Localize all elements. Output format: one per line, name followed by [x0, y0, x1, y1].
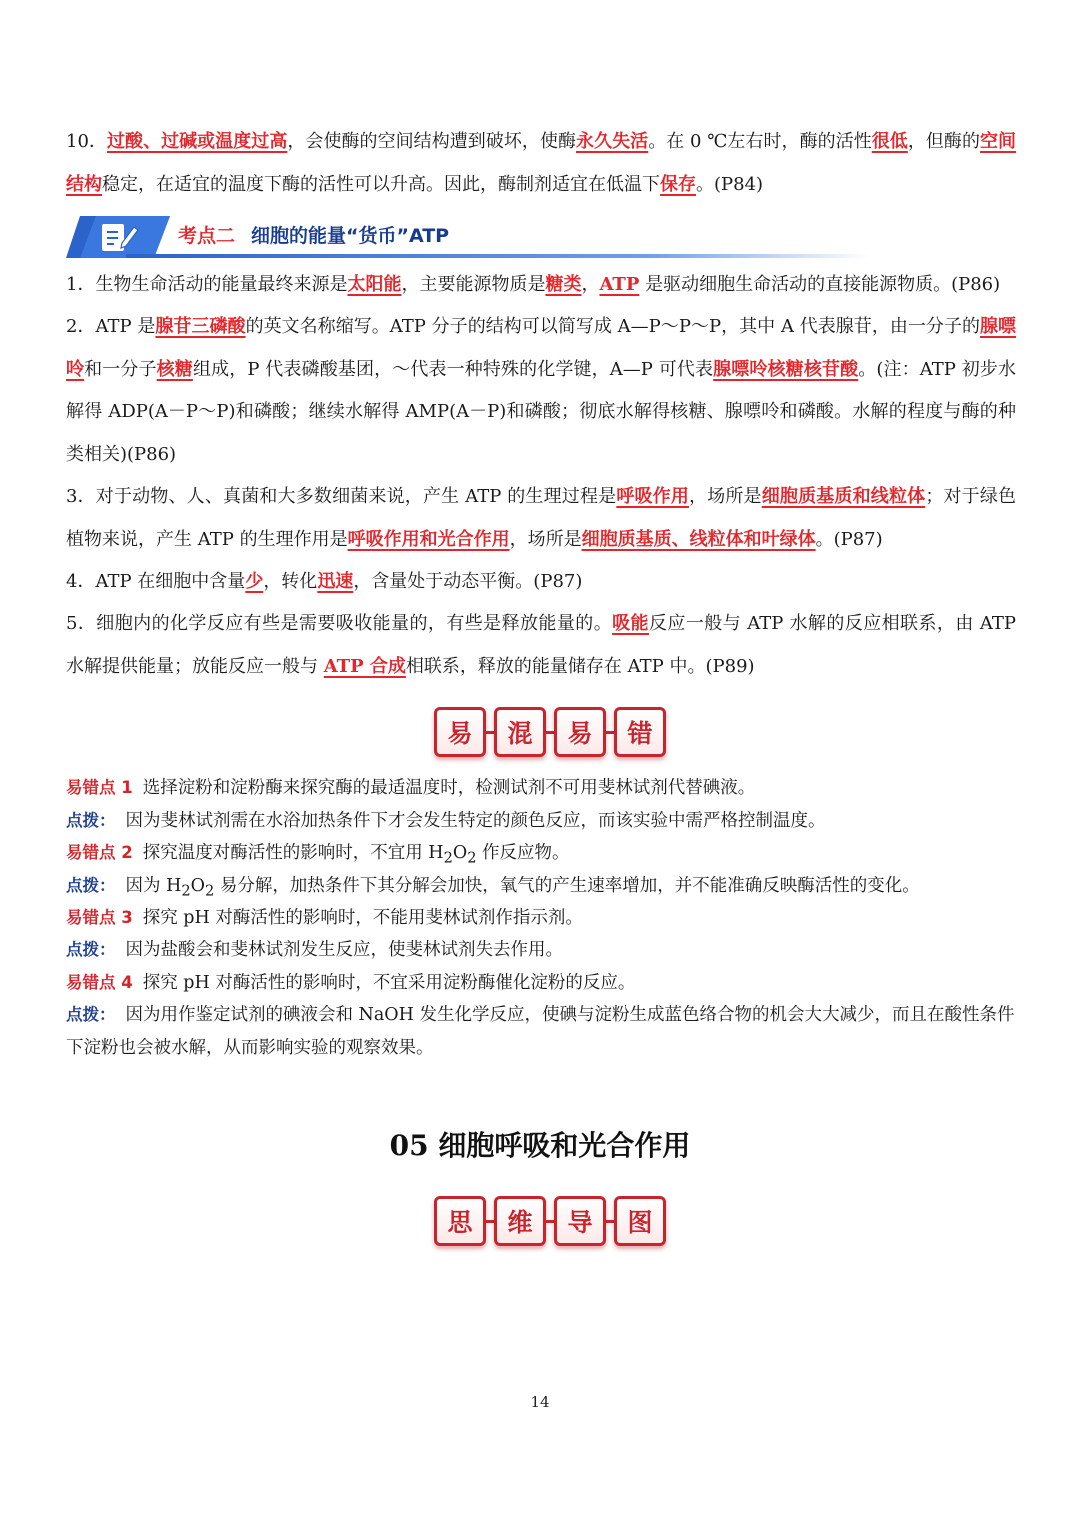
mindmap-tag-row — [434, 1196, 666, 1246]
key-term: 太阳能 — [347, 274, 402, 295]
tag-connector — [606, 731, 614, 734]
pitfall-3: 易错点 3 探究 pH 对酶活性的影响时，不能用斐林试剂作指示剂。 — [66, 908, 583, 928]
paragraph-5: 5．细胞内的化学反应有些是需要吸收能量的，有些是释放能量的。吸能反应一般与 ATP 水解的反应相联系，由 ATP 水解提供能量；放能反应一般与 ATP 合成相联系，释放的能量储存在 ATP 中。(P89) — [66, 613, 1017, 677]
key-term: 很低 — [871, 131, 908, 152]
hint-1: 点拨： 因为斐林试剂需在水浴加热条件下才会发生特定的颜色反应，而该实验中需严格控制温度。 — [66, 811, 826, 831]
key-term: 永久失活 — [576, 131, 649, 152]
pitfall-tag-row — [434, 707, 666, 757]
tag-box: 错 — [614, 707, 666, 757]
key-term: 细胞质基质、线粒体和叶绿体 — [581, 528, 816, 550]
pitfall-1: 易错点 1 选择淀粉和淀粉酶来探究酶的最适温度时，检测试剂不可用斐林试剂代替碘液。 — [66, 778, 756, 798]
key-term: 核糖 — [156, 358, 193, 380]
key-term: 少 — [245, 571, 264, 592]
tag-box: 混 — [494, 707, 546, 757]
pitfall-label: 易错点 1 — [66, 778, 133, 797]
section-header-banner — [66, 214, 870, 260]
key-term: 腺嘌呤 — [66, 316, 1017, 380]
paragraph-3: 3．对于动物、人、真菌和大多数细菌来说，产生 ATP 的生理过程是呼吸作用，场所是细胞质基质和线粒体；对于绿色植物来说，产生 ATP 的生理作用是呼吸作用和光合作用，场所是细胞质基质、线粒体和叶绿体。(P87) — [66, 486, 1017, 550]
banner-underline — [126, 254, 870, 258]
pitfall-4: 易错点 4 探究 pH 对酶活性的影响时，不宜采用淀粉酶催化淀粉的反应。 — [66, 973, 636, 993]
chapter-title: 05 细胞呼吸和光合作用 — [389, 1129, 691, 1162]
key-term: 呼吸作用 — [616, 486, 690, 507]
hint-label: 点拨： — [66, 940, 116, 959]
tag-connector — [486, 1220, 494, 1223]
key-term: 过酸、过碱或温度过高 — [106, 131, 288, 152]
hint-4: 点拨： 因为用作鉴定试剂的碘液会和 NaOH 发生化学反应，使碘与淀粉生成蓝色络合物的机会大大减少，而且在酸性条件下淀粉也会被水解，从而影响实验的观察效果。 — [66, 1005, 1015, 1058]
key-term: 空间结构 — [66, 131, 1017, 195]
tag-connector — [486, 731, 494, 734]
tag-box: 思 — [434, 1196, 486, 1246]
section-label: 考点二 — [178, 225, 236, 247]
key-term: 保存 — [660, 173, 696, 195]
section-title — [178, 221, 449, 248]
tag-box: 易 — [554, 707, 606, 757]
hint-2: 点拨： 因为 $H_2O_2$ 易分解，加热条件下其分解会加快，氧气的产生速率增加，并不能准确反映酶活性的变化。 — [66, 876, 920, 900]
tag-connector — [606, 1220, 614, 1223]
tag-connector — [546, 1220, 554, 1223]
key-term: 糖类 — [545, 274, 582, 295]
hint-label: 点拨： — [66, 811, 116, 830]
pitfall-label: 易错点 4 — [66, 973, 133, 992]
hint-label: 点拨： — [66, 1005, 116, 1024]
tag-box: 图 — [614, 1196, 666, 1246]
section-heading: 细胞的能量“货币”ATP — [251, 225, 450, 247]
key-term: 吸能 — [612, 613, 649, 634]
tag-box: 导 — [554, 1196, 606, 1246]
pitfall-2: 易错点 2 探究温度对酶活性的影响时，不宜用 $H_2O_2$ 作反应物。 — [66, 843, 570, 867]
paragraph-4: 4．ATP 在细胞中含量少，转化迅速，含量处于动态平衡。(P87) — [66, 571, 583, 592]
paragraph-2: 2．ATP 是腺苷三磷酸的英文名称缩写。ATP 分子的结构可以简写成 A—P～P～P，其中 A 代表腺苷，由一分子的腺嘌呤和一分子核糖组成，P 代表磷酸基团，～代表一种特殊的化学键，A—P 可代表腺嘌呤核糖核苷酸。(注：ATP 初步水解得 ADP(A－P～P)和磷酸；继续水解得 AMP(A－P)和磷酸；彻底水解得核糖、腺嘌呤和磷酸。水解的程度与酶的种类相关)(P86) — [66, 316, 1017, 465]
hint-label: 点拨： — [66, 876, 116, 895]
key-term: ATP — [599, 274, 640, 295]
page-number: 14 — [530, 1393, 550, 1411]
paragraph-10: 10．过酸、过碱或温度过高，会使酶的空间结构遭到破坏，使酶永久失活。在 0 ℃左右时，酶的活性很低，但酶的空间结构稳定，在适宜的温度下酶的活性可以升高。因此，酶制剂适宜在低温下保存。(P84) — [66, 131, 1017, 195]
pitfall-label: 易错点 3 — [66, 908, 133, 927]
tag-box: 易 — [434, 707, 486, 757]
key-term: 呼吸作用和光合作用 — [347, 528, 510, 550]
key-term: 细胞质基质和线粒体 — [761, 486, 926, 507]
key-term: 腺苷三磷酸 — [155, 316, 246, 337]
tag-connector — [546, 731, 554, 734]
key-term: ATP 合成 — [323, 655, 406, 677]
pitfall-label: 易错点 2 — [66, 843, 133, 862]
key-term: 腺嘌呤核糖核苷酸 — [713, 358, 859, 380]
tag-box: 维 — [494, 1196, 546, 1246]
key-term: 迅速 — [317, 571, 354, 592]
paragraph-1: 1．生物生命活动的能量最终来源是太阳能，主要能源物质是糖类，ATP 是驱动细胞生命活动的直接能源物质。(P86) — [66, 274, 1001, 295]
hint-3: 点拨： 因为盐酸会和斐林试剂发生反应，使斐林试剂失去作用。 — [66, 940, 563, 960]
